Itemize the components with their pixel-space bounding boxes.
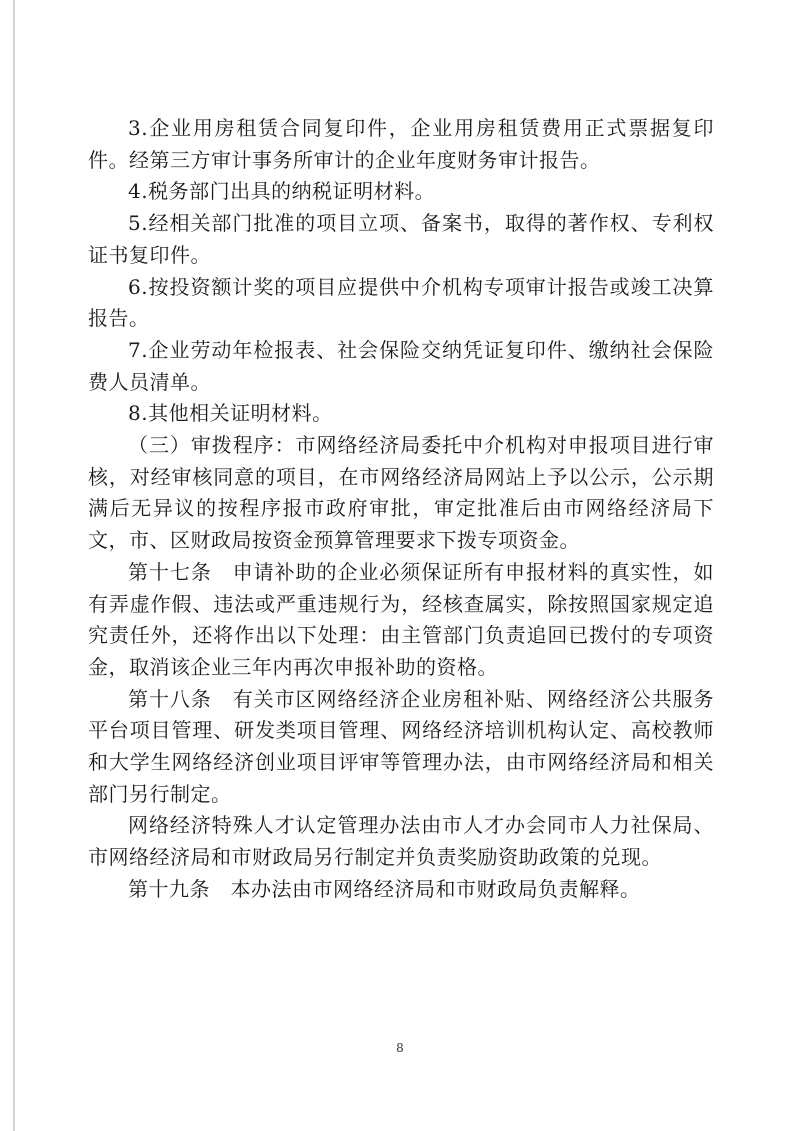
paragraph-item-6: 6.按投资额计奖的项目应提供中介机构专项审计报告或竣工决算报告。 xyxy=(88,274,714,331)
paragraph-talent-measures: 网络经济特殊人才认定管理办法由市人才办会同市人力社保局、市网络经济局和市财政局另行制定并负责奖励资助政策的兑现。 xyxy=(88,813,714,870)
paragraph-item-4: 4.税务部门出具的纳税证明材料。 xyxy=(128,179,436,204)
page-number: 8 xyxy=(396,1041,404,1055)
paragraph-approval-procedure: （三）审拨程序：市网络经济局委托中介机构对申报项目进行审核，对经审核同意的项目，在市网络经济局网站上予以公示，公示期满后无异议的按程序报市政府审批，审定批准后由市网络经济局下文，市、区财政局按资金预算管理要求下拨专项资金。 xyxy=(88,433,714,553)
paragraph-item-8: 8.其他相关证明材料。 xyxy=(128,401,333,426)
paragraph-article-18: 第十八条 有关市区网络经济企业房租补贴、网络经济公共服务平台项目管理、研发类项目管理、网络经济培训机构认定、高校教师和大学生网络经济创业项目评审等管理办法，由市网络经济局和相关部门另行制定。 xyxy=(88,686,714,806)
paragraph-item-5: 5.经相关部门批准的项目立项、备案书，取得的著作权、专利权证书复印件。 xyxy=(88,211,714,267)
paragraph-article-17: 第十七条 申请补助的企业必须保证所有申报材料的真实性，如有弄虚作假、违法或严重违规行为，经核查属实，除按照国家规定追究责任外，还将作出以下处理：由主管部门负责追回已拨付的专项资金，取消该企业三年内再次申报补助的资格。 xyxy=(88,559,714,679)
scan-margin-line xyxy=(13,0,15,1131)
document-body xyxy=(88,113,714,906)
paragraph-item-3: 3.企业用房租赁合同复印件，企业用房租赁费用正式票据复印件。经第三方审计事务所审计的企业年度财务审计报告。 xyxy=(88,116,714,172)
paragraph-article-19: 第十九条 本办法由市网络经济局和市财政局负责解释。 xyxy=(128,876,641,901)
paragraph-item-7: 7.企业劳动年检报表、社会保险交纳凭证复印件、缴纳社会保险费人员清单。 xyxy=(88,337,714,394)
